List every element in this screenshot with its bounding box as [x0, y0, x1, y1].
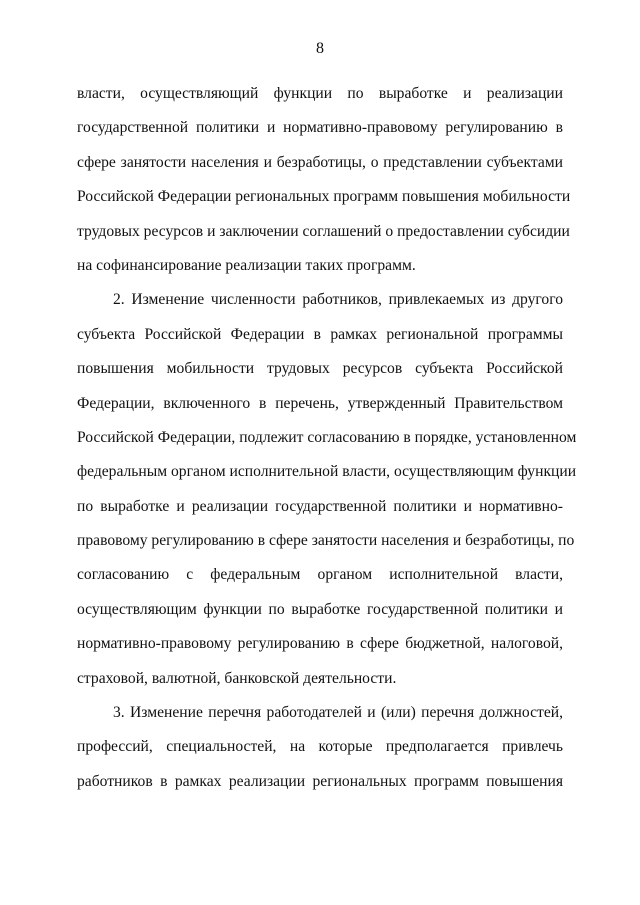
document-body [77, 77, 577, 799]
text-line: профессий, специальностей, на которые предполагается привлечь [77, 738, 563, 756]
paragraph [77, 283, 577, 696]
text-line: страховой, валютной, банковской деятельности. [77, 669, 397, 687]
paragraph [77, 77, 571, 283]
text-line: 3. Изменение перечня работодателей и (или) перечня должностей, [113, 704, 563, 722]
text-line: Российской Федерации, подлежит согласованию в порядке, установленном [77, 428, 577, 446]
text-line: работников в рамках реализации региональных программ повышения [77, 772, 563, 790]
text-line: сфере занятости населения и безработицы, о представлении субъектами [77, 153, 563, 171]
text-line: трудовых ресурсов и заключении соглашений о предоставлении субсидии [77, 222, 570, 240]
text-line: на софинансирование реализации таких программ. [77, 256, 416, 274]
text-line: Российской Федерации региональных программ повышения мобильности [77, 188, 571, 206]
page-number: 8 [316, 40, 324, 57]
text-line: осуществляющим функции по выработке государственной политики и [77, 600, 563, 618]
paragraph [77, 696, 563, 799]
text-line: повышения мобильности трудовых ресурсов субъекта Российской [77, 360, 563, 378]
text-line: власти, осуществляющий функции по выработке и реализации [77, 85, 563, 102]
text-line: по выработке и реализации государственной политики и нормативно- [77, 497, 563, 515]
text-line: субъекта Российской Федерации в рамках региональной программы [77, 325, 563, 343]
text-line: государственной политики и нормативно-правовому регулированию в [77, 119, 563, 137]
text-line: согласованию с федеральным органом исполнительной власти, [77, 566, 563, 584]
text-line: федеральным органом исполнительной власти, осуществляющим функции [77, 463, 577, 481]
text-line: 2. Изменение численности работников, привлекаемых из другого [113, 291, 563, 309]
text-line: нормативно-правовому регулированию в сфере бюджетной, налоговой, [77, 635, 563, 653]
text-line: правовому регулированию в сфере занятости населения и безработицы, по [77, 532, 575, 550]
text-line: Федерации, включенного в перечень, утвержденный Правительством [77, 394, 563, 412]
